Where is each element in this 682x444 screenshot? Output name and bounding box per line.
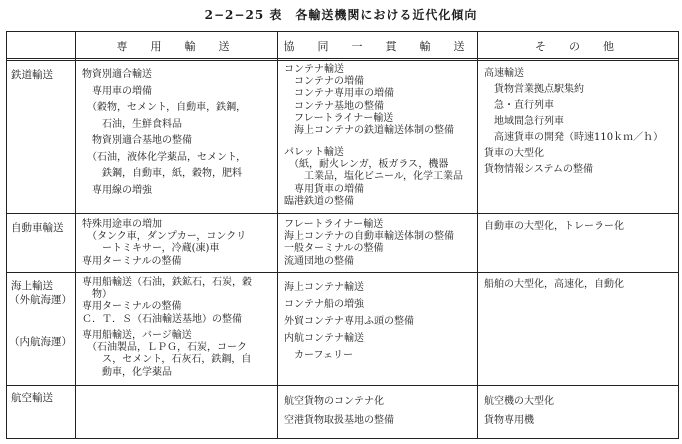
cell-line: （紙，耐火レンガ，板ガラス，機器: [284, 159, 449, 171]
cell-line: コンテナ専用車の増備: [284, 88, 394, 100]
cell-line: 鉄鋼，自動車，紙，穀物，肥料: [82, 168, 242, 179]
cell-line: 海上コンテナの鉄道輸送体制の整備: [284, 125, 454, 137]
row-label-road: 自動車輸送: [11, 222, 64, 234]
road-other-list: [484, 221, 624, 233]
cell-line: 一般ターミナルの整備: [284, 243, 384, 255]
cell-line: 航空機の大型化: [484, 396, 554, 407]
row-divider-sea-air: [6, 385, 678, 386]
cell-line: 海上コンテナ輸送: [284, 282, 364, 293]
road-intermodal-list: [284, 219, 454, 268]
cell-line: コンテナ船の増強: [284, 299, 364, 310]
cell-line: 高速輸送: [484, 68, 524, 79]
col-divider-1: [75, 31, 76, 439]
header-dedicated: 専 用 輸 送: [116, 40, 236, 53]
cell-line: （穀物，セメント，自動車，鉄鋼，: [82, 102, 247, 113]
sea-ocean-dedicated-list: [82, 277, 252, 326]
air-intermodal-list: [284, 392, 394, 430]
cell-line: ートミキサー，冷蔵(凍)車: [82, 243, 220, 255]
table-bottom-border: [6, 438, 678, 439]
cell-line: 専用船輸送（石油，鉄鉱石，石炭，穀: [82, 277, 252, 288]
road-dedicated-list: [82, 219, 246, 268]
col-divider-2: [277, 31, 278, 439]
rail-intermodal-container-list: [284, 64, 454, 137]
sea-other-list: [484, 279, 624, 291]
col-divider-3: [477, 31, 478, 439]
cell-line: フレートライナー輸送: [284, 112, 394, 124]
sea-coastal-dedicated-list: [82, 330, 251, 379]
cell-line: コンテナ輸送: [284, 64, 344, 75]
air-other-list: [484, 392, 554, 430]
cell-line: ス，セメント，石灰石，鉄鋼，自: [82, 354, 252, 366]
row-divider-road-sea: [6, 272, 678, 273]
cell-line: 貨物情報システムの整備: [484, 164, 593, 175]
row-label-rail: 鉄道輸送: [11, 69, 53, 81]
cell-line: 専用船輸送，バージ輸送: [82, 330, 192, 341]
cell-line: 専用貨車の増備: [284, 183, 364, 195]
cell-line: 貨物専用機: [484, 415, 534, 426]
cell-line: パレット輸送: [284, 147, 344, 158]
cell-line: コンテナの増備: [284, 76, 364, 88]
row-label-sea-coastal: （内航海運）: [9, 336, 72, 348]
cell-line: 専用ターミナルの整備: [82, 301, 182, 313]
header-divider: [6, 58, 678, 61]
table-left-border: [6, 31, 7, 439]
rail-dedicated-list: [82, 67, 246, 199]
table-right-border: [678, 31, 679, 439]
cell-line: 物資別適合基地の整備: [82, 135, 192, 146]
cell-line: コンテナ基地の整備: [284, 100, 384, 112]
cell-line: 臨港鉄道の整備: [284, 195, 354, 207]
cell-line: 物）: [82, 289, 112, 301]
table-title: 2−2−25 表 各輸送機関における近代化傾向: [204, 8, 478, 22]
row-label-sea-ocean: （外航海運）: [9, 294, 72, 306]
cell-line: （石油製品，ＬＰＧ，石炭，コーク: [82, 342, 247, 354]
cell-line: 専用線の増強: [82, 184, 152, 196]
cell-line: Ｃ．Ｔ．Ｓ（石油輸送基地）の整備: [82, 313, 242, 325]
row-label-sea: 海上輸送: [11, 280, 53, 292]
cell-line: 急・直行列車: [484, 100, 554, 111]
cell-line: 内航コンテナ輸送: [284, 333, 364, 344]
cell-line: 空港貨物取扱基地の整備: [284, 415, 394, 426]
rail-intermodal-pallet-list: [284, 147, 463, 208]
header-intermodal: 協 同 一 貫 輸 送: [283, 40, 471, 53]
row-divider-rail-road: [6, 213, 678, 214]
cell-line: 特殊用途車の増加: [82, 219, 162, 230]
cell-line: 専用ターミナルの整備: [82, 255, 182, 267]
table-top-border: [6, 31, 678, 32]
cell-line: 自動車の大型化，トレーラー化: [484, 221, 624, 232]
cell-line: カーフェリー: [284, 350, 353, 361]
cell-line: 貨物営業拠点駅集約: [484, 84, 584, 95]
cell-line: 外貿コンテナ専用ふ頭の整備: [284, 316, 414, 327]
cell-line: 工業品，塩化ビニール，化学工業品: [284, 171, 463, 183]
cell-line: 地域間急行列車: [484, 116, 564, 127]
row-label-air: 航空輸送: [11, 392, 53, 404]
cell-line: 専用車の増備: [82, 85, 152, 97]
cell-line: 高速貨車の開発（時速110ｋｍ／ｈ）: [484, 132, 664, 143]
cell-line: 石油，生鮮食料品: [82, 118, 182, 130]
cell-line: 貨車の大型化: [484, 148, 544, 159]
cell-line: 海上コンテナの自動車輸送体制の整備: [284, 231, 454, 243]
header-other: そ の 他: [535, 40, 620, 53]
sea-intermodal-list: [284, 279, 414, 364]
cell-line: 流通団地の整備: [284, 255, 354, 267]
cell-line: 航空貨物のコンテナ化: [284, 396, 384, 407]
cell-line: 動車，化学薬品: [82, 366, 172, 378]
rail-other-list: [484, 66, 663, 178]
cell-line: 物資別適合輸送: [82, 69, 152, 80]
cell-line: （タンク車，ダンプカー，コンクリ: [82, 231, 247, 243]
cell-line: （石油，液体化学薬品，セメント，: [82, 151, 247, 163]
cell-line: 船舶の大型化，高速化，自動化: [484, 279, 624, 290]
cell-line: フレートライナー輸送: [284, 219, 384, 230]
